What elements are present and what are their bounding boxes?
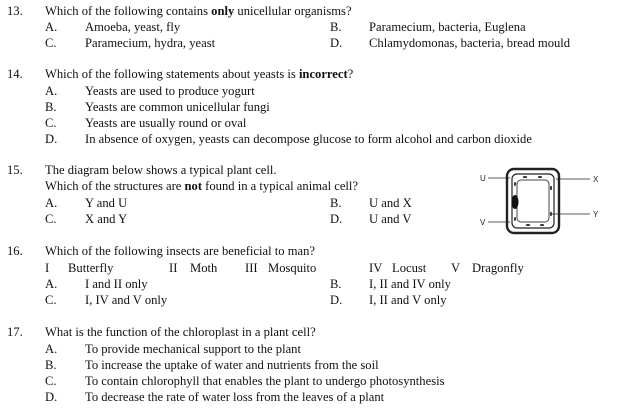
option-text: Paramecium, hydra, yeast xyxy=(85,36,216,50)
option-text: To decrease the rate of water loss from the leaves of a plant xyxy=(85,390,385,404)
plant-cell-diagram xyxy=(470,166,610,236)
question-stem: Which of the following insects are beneficial to man? xyxy=(45,244,315,258)
option-text: U and X xyxy=(369,196,412,210)
option-letter: D. xyxy=(330,212,343,226)
option-letter: C. xyxy=(45,293,57,307)
question-number: 14. xyxy=(7,67,23,81)
option-text: Paramecium, bacteria, Euglena xyxy=(369,20,526,34)
option-letter: C. xyxy=(45,212,57,226)
diagram-label-x: X xyxy=(593,175,599,184)
insect-numeral: II xyxy=(169,261,178,275)
option-text: I, II and V only xyxy=(369,293,447,307)
option-letter: A. xyxy=(45,342,58,356)
option-letter: B. xyxy=(45,100,57,114)
nucleus xyxy=(512,195,519,209)
insect-name: Dragonfly xyxy=(472,261,524,275)
option-letter: B. xyxy=(330,196,342,210)
question-number: 17. xyxy=(7,325,23,339)
insect-numeral: III xyxy=(245,261,258,275)
option-text: Y and U xyxy=(85,196,128,210)
insect-numeral: I xyxy=(45,261,50,275)
insect-numeral: IV xyxy=(369,261,383,275)
option-text: To increase the uptake of water and nutrients from the soil xyxy=(85,358,379,372)
diagram-label-y: Y xyxy=(593,210,599,219)
option-text: I, II and IV only xyxy=(369,277,451,291)
option-text: Yeasts are usually round or oval xyxy=(85,116,247,130)
stem-text: Which of the following contains xyxy=(45,4,212,18)
option-text: Amoeba, yeast, fly xyxy=(85,20,181,34)
option-text: Chlamydomonas, bacteria, bread mould xyxy=(369,36,571,50)
option-text: U and V xyxy=(369,212,412,226)
stem-emphasis: incorrect xyxy=(298,67,348,81)
insect-name: Moth xyxy=(190,261,218,275)
stem-emphasis: not xyxy=(184,179,203,193)
insect-list xyxy=(0,262,633,277)
option-letter: B. xyxy=(45,358,57,372)
stem-text: ? xyxy=(347,67,354,81)
option-text: I and II only xyxy=(85,277,148,291)
option-letter: A. xyxy=(45,20,58,34)
option-text: To contain chlorophyll that enables the plant to undergo photosynthesis xyxy=(85,374,445,388)
stem-text: Which of the following statements about yeasts is xyxy=(45,67,299,81)
insect-name: Mosquito xyxy=(268,261,317,275)
stem-text: Which of the structures are xyxy=(45,179,185,193)
option-text: Yeasts are common unicellular fungi xyxy=(85,100,270,114)
chloroplasts xyxy=(514,176,552,226)
option-letter: B. xyxy=(330,277,342,291)
option-letter: C. xyxy=(45,116,57,130)
question-stem xyxy=(45,68,353,81)
option-letter: D. xyxy=(45,390,58,404)
option-text: To provide mechanical support to the plant xyxy=(85,342,301,356)
option-text: X and Y xyxy=(85,212,128,226)
stem-text: unicellular organisms? xyxy=(234,4,352,18)
option-letter: C. xyxy=(45,36,57,50)
stem-emphasis: only xyxy=(211,4,235,18)
question-stem xyxy=(45,5,352,18)
question-stem: What is the function of the chloroplast in a plant cell? xyxy=(45,325,316,339)
insect-name: Locust xyxy=(392,261,427,275)
option-letter: A. xyxy=(45,277,58,291)
option-letter: B. xyxy=(330,20,342,34)
question-number: 16. xyxy=(7,244,23,258)
stem-text: found in a typical animal cell? xyxy=(202,179,358,193)
question-number: 15. xyxy=(7,163,23,177)
diagram-label-u: U xyxy=(480,174,486,183)
option-text: I, IV and V only xyxy=(85,293,168,307)
label-lines xyxy=(488,178,590,222)
question-stem-line-2 xyxy=(45,180,358,193)
option-letter: C. xyxy=(45,374,57,388)
insect-numeral: V xyxy=(451,261,461,275)
insect-name: Butterfly xyxy=(68,261,114,275)
option-text: In absence of oxygen, yeasts can decompose glucose to form alcohol and carbon dioxide xyxy=(85,132,532,146)
option-letter: D. xyxy=(45,132,58,146)
question-stem-line-1: The diagram below shows a typical plant cell. xyxy=(45,163,277,177)
option-letter: A. xyxy=(45,196,58,210)
diagram-label-v: V xyxy=(480,218,486,227)
option-letter: A. xyxy=(45,84,58,98)
option-letter: D. xyxy=(330,36,343,50)
option-letter: D. xyxy=(330,293,343,307)
vacuole xyxy=(517,180,549,222)
question-number: 13. xyxy=(7,4,23,18)
option-text: Yeasts are used to produce yogurt xyxy=(85,84,255,98)
